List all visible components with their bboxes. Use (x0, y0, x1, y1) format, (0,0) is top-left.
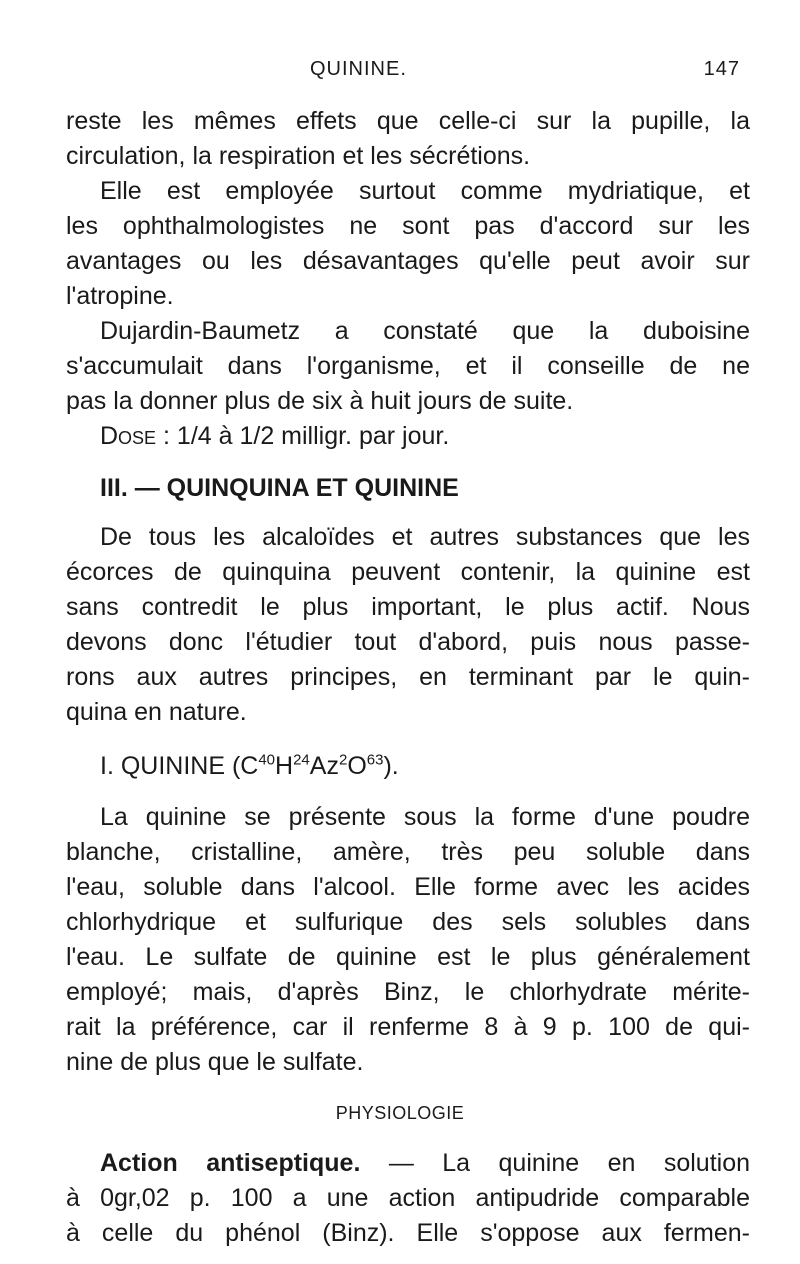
text-line: à celle du phénol (Binz). Elle s'oppose aux fermen- (66, 1219, 750, 1247)
text-line: l'atropine. (66, 282, 174, 310)
text-line: reste les mêmes effets que celle-ci sur la pupille, la (66, 107, 750, 135)
formula-o-count: 63 (366, 751, 384, 769)
text-line: La quinine se présente sous la forme d'une poudre (100, 803, 750, 831)
action-rest: — La quinine en solution (360, 1149, 750, 1177)
text-line: chlorhydrique et sulfurique des sels solubles dans (66, 908, 750, 936)
running-head (66, 58, 750, 88)
text-line: quina en nature. (66, 698, 247, 726)
page-number: 147 (703, 58, 740, 80)
text-line: à 0gr,02 p. 100 a une action antipudride comparable (66, 1184, 750, 1212)
formula-c: 40 (258, 751, 276, 769)
formula-o: O (347, 752, 367, 780)
dose-value: 1/4 à 1/2 milligr. par jour. (176, 422, 450, 450)
text-line: blanche, cristalline, amère, très peu soluble dans (66, 838, 750, 866)
text-line (100, 174, 750, 208)
text-line: l'eau, soluble dans l'alcool. Elle forme avec les acides (66, 873, 750, 901)
formula-suffix: ). (383, 752, 399, 780)
subheading-quinine (100, 752, 399, 781)
formula-h: H (275, 752, 294, 780)
text-line: employé; mais, d'après Binz, le chlorhydrate mérite- (66, 978, 750, 1006)
section-heading: III. — QUINQUINA ET QUININE (100, 474, 459, 502)
text-line (100, 1146, 750, 1180)
text-fragment: Elle est employée surtout comme mydriatique, et (100, 177, 750, 205)
text-line: nine de plus que le sulfate. (66, 1048, 364, 1076)
formula-az: Az (309, 752, 339, 780)
text-line: s'accumulait dans l'organisme, et il conseille de ne (66, 352, 750, 380)
text-line: rait la préférence, car il renferme 8 à 9 p. 100 de qui- (66, 1013, 750, 1041)
text-line: les ophthalmologistes ne sont pas d'accord sur les (66, 212, 750, 240)
text-line: De tous les alcaloïdes et autres substances que les (100, 523, 750, 551)
action-label: Action antiseptique. (100, 1149, 361, 1177)
text-line: rons aux autres principes, en terminant par le quin- (66, 663, 750, 691)
text-line: avantages ou les désavantages qu'elle peut avoir sur (66, 247, 750, 275)
dose-line (100, 419, 750, 453)
physiologie-heading: PHYSIOLOGIE (335, 1103, 465, 1123)
formula-prefix: I. QUININE (C (100, 752, 259, 780)
text-line: l'eau. Le sulfate de quinine est le plus généralement (66, 943, 750, 971)
text-line: devons donc l'étudier tout d'abord, puis nous passe- (66, 628, 750, 656)
text-line: écorces de quinquina peuvent contenir, la quinine est (66, 558, 750, 586)
formula-h-count: 24 (293, 751, 310, 769)
text-line: pas la donner plus de six à huit jours de suite. (66, 387, 574, 415)
dose-label: Dose : (100, 422, 170, 450)
running-title: QUININE. (310, 58, 407, 80)
text-line: Dujardin-Baumetz a constaté que la duboisine (100, 317, 750, 345)
text-line: sans contredit le plus important, le plus actif. Nous (66, 593, 750, 621)
formula-az-count: 2 (338, 751, 348, 769)
text-line: circulation, la respiration et les sécrétions. (66, 142, 531, 170)
